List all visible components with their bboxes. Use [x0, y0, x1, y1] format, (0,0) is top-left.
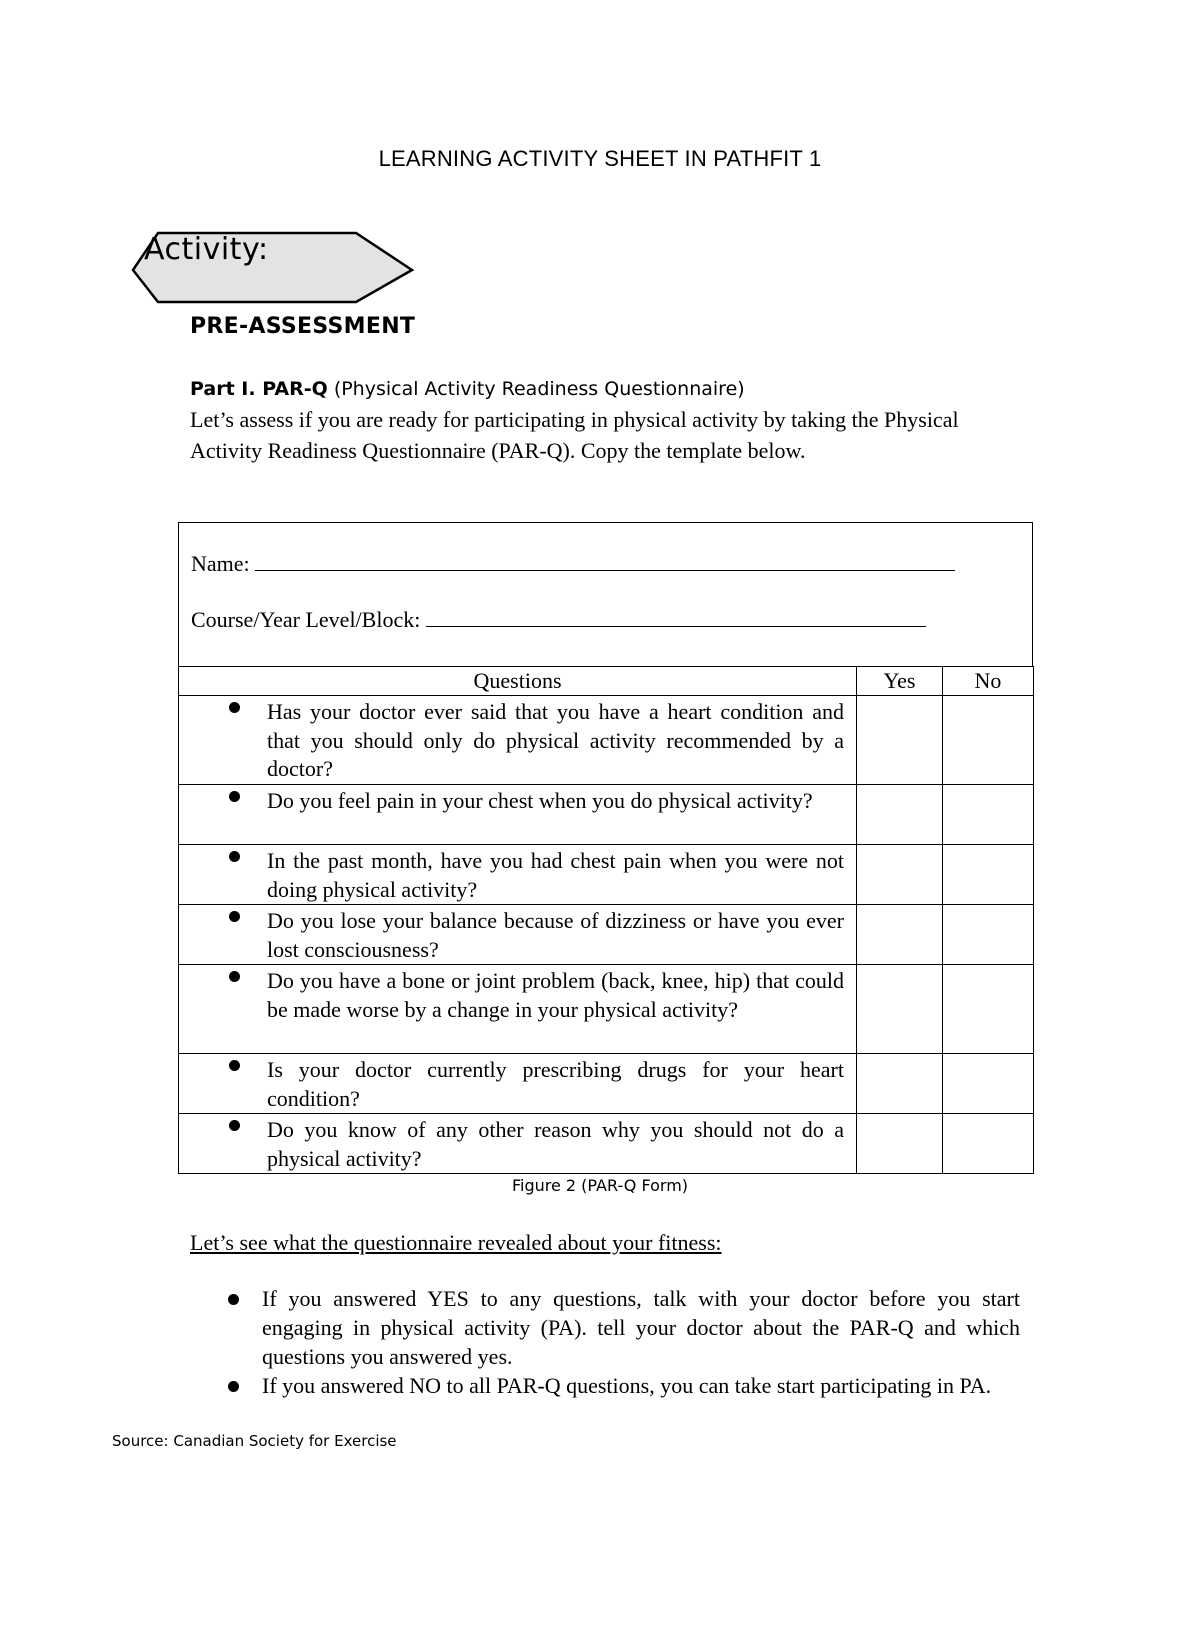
part-heading [190, 378, 745, 400]
source-note: Source: Canadian Society for Exercise [112, 1432, 397, 1450]
bullet-icon [229, 791, 240, 802]
no-cell[interactable] [943, 1054, 1034, 1114]
yes-cell[interactable] [857, 1054, 943, 1114]
section-title: PRE-ASSESSMENT [190, 314, 416, 339]
course-blank[interactable] [426, 608, 926, 627]
bullet-icon [229, 702, 240, 713]
yes-cell[interactable] [857, 965, 943, 1054]
bullet-icon [229, 1060, 240, 1071]
part-label: Part I. PAR-Q [190, 378, 328, 400]
activity-label: Activity: [144, 232, 269, 267]
yes-cell[interactable] [857, 696, 943, 785]
no-header: No [943, 667, 1034, 696]
table-row [179, 1114, 1034, 1174]
parq-table [178, 666, 1034, 1174]
no-cell[interactable] [943, 965, 1034, 1054]
bullet-icon [229, 911, 240, 922]
question-cell [179, 785, 857, 845]
activity-badge [130, 230, 415, 304]
sheet-title: LEARNING ACTIVITY SHEET IN PATHFIT 1 [378, 146, 822, 171]
table-header-row [179, 667, 1034, 696]
yes-cell[interactable] [857, 905, 943, 965]
table-row [179, 965, 1034, 1054]
no-cell[interactable] [943, 1114, 1034, 1174]
results-heading: Let’s see what the questionnaire revealed about your fitness: [190, 1230, 722, 1255]
question-cell [179, 696, 857, 785]
question-text: Do you lose your balance because of dizziness or have you ever lost consciousness? [267, 908, 844, 962]
question-text: Do you know of any other reason why you should not do a physical activity? [267, 1117, 844, 1171]
bullet-icon [229, 851, 240, 862]
name-field[interactable] [191, 551, 955, 577]
question-text: Do you feel pain in your chest when you do physical activity? [267, 788, 813, 813]
list-item [190, 1284, 1020, 1371]
bullet-icon [228, 1381, 239, 1392]
bullet-icon [229, 1120, 240, 1131]
name-blank[interactable] [255, 552, 955, 571]
question-text: Is your doctor currently prescribing drugs for your heart condition? [267, 1057, 844, 1111]
no-cell[interactable] [943, 845, 1034, 905]
question-cell [179, 845, 857, 905]
question-cell [179, 965, 857, 1054]
result-text: If you answered NO to all PAR-Q questions, you can take start participating in PA. [262, 1373, 992, 1398]
question-text: In the past month, have you had chest pain when you were not doing physical activity? [267, 848, 844, 902]
results-list [190, 1284, 1020, 1400]
yes-cell[interactable] [857, 845, 943, 905]
list-item [190, 1371, 1020, 1400]
question-text: Do you have a bone or joint problem (back, knee, hip) that could be made worse by a change in your physical activity? [267, 968, 844, 1022]
yes-cell[interactable] [857, 1114, 943, 1174]
result-text: If you answered YES to any questions, talk with your doctor before you start engaging in physical activity (PA). tell your doctor about the PAR-Q and which questions you answered yes. [262, 1286, 1020, 1369]
question-cell [179, 1054, 857, 1114]
course-field[interactable] [191, 607, 926, 633]
instructions: Let’s assess if you are ready for participating in physical activity by taking the Physical Activity Readiness Questionnaire (PAR-Q). Copy the template below. [190, 407, 959, 463]
questions-header: Questions [179, 667, 857, 696]
table-row [179, 905, 1034, 965]
bullet-icon [229, 971, 240, 982]
name-label: Name: [191, 551, 250, 576]
table-row [179, 1054, 1034, 1114]
table-row [179, 845, 1034, 905]
question-cell [179, 905, 857, 965]
no-cell[interactable] [943, 696, 1034, 785]
course-label: Course/Year Level/Block: [191, 607, 421, 632]
table-row [179, 785, 1034, 845]
bullet-icon [228, 1294, 239, 1305]
figure-caption: Figure 2 (PAR-Q Form) [511, 1176, 689, 1195]
table-row [179, 696, 1034, 785]
no-cell[interactable] [943, 905, 1034, 965]
question-text: Has your doctor ever said that you have a heart condition and that you should only do physical activity recommended by a doctor? [267, 699, 844, 781]
student-info-box [178, 522, 1033, 666]
question-cell [179, 1114, 857, 1174]
part-subtitle: (Physical Activity Readiness Questionnaire) [333, 378, 745, 400]
yes-cell[interactable] [857, 785, 943, 845]
no-cell[interactable] [943, 785, 1034, 845]
yes-header: Yes [857, 667, 943, 696]
